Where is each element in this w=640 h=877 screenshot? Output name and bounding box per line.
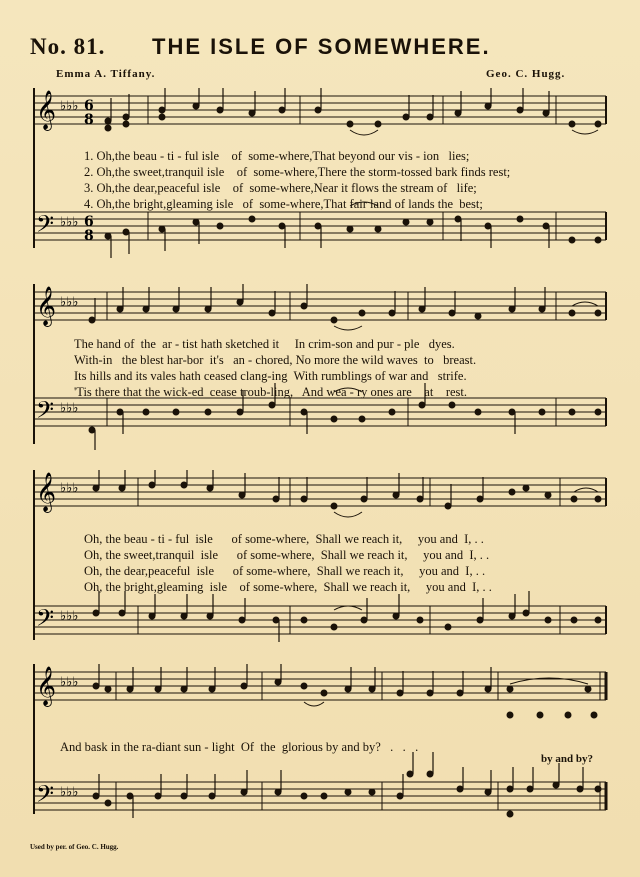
verse-1-line-1: 1. Oh,the beau - ti - ful isle of some-where,That beyond our vis - ion lies; [84,149,470,163]
chorus-verse-2: Oh, the sweet,tranquil isle of some-where, Shall we reach it, you and I, . . [84,548,490,562]
verse-3-line-1: 3. Oh,the dear,peaceful isle of some-where,Near it flows the stream of life; [84,181,477,195]
verse-4-line-1: 4. Oh,the bright,gleaming isle of some-where,That fair land of lands the best; [84,197,483,211]
final-line: And bask in the ra-diant sun - light Of the glorious by and by? . . . [60,740,419,754]
svg-text:𝄢: 𝄢 [36,396,55,429]
svg-text:8: 8 [84,228,94,244]
svg-text:𝄞: 𝄞 [36,666,57,706]
permission-note: Used by per. of Geo. C. Hugg. [30,843,119,851]
hymn-number: No. 81. [30,34,106,59]
svg-text:𝄞: 𝄞 [36,472,57,512]
svg-text:𝄞: 𝄞 [36,286,57,326]
svg-text:♭♭♭: ♭♭♭ [60,99,79,114]
svg-text:♭♭♭: ♭♭♭ [60,295,79,310]
svg-text:𝄞: 𝄞 [36,90,57,130]
composer-credit: Geo. C. Hugg. [486,68,566,80]
verse-4-line-2: 'Tis there that the wick-ed cease troub-ling, And wea - ry ones are at rest. [74,385,467,399]
verse-1-line-2: The hand of the ar - tist hath sketched it In crim-son and pur - ple dyes. [74,337,455,351]
svg-text:♭♭♭: ♭♭♭ [60,609,79,624]
verse-2-line-2: With-in the blest har-bor it's an - chored, No more the wild waves to breast. [74,353,477,367]
svg-text:♭♭♭: ♭♭♭ [60,215,79,230]
svg-text:𝄢: 𝄢 [36,604,55,637]
svg-text:6: 6 [84,214,94,230]
svg-text:𝄢: 𝄢 [36,210,55,243]
verse-3-line-2: Its hills and its vales hath ceased clang-ing With rumblings of war and strife. [74,369,467,383]
svg-text:♭♭♭: ♭♭♭ [60,401,79,416]
chorus-verse-4: Oh, the bright,gleaming isle of some-where, Shall we reach it, you and I, . . [84,580,492,594]
svg-text:6: 6 [84,98,94,114]
hymn-title: THE ISLE OF SOMEWHERE. [152,34,491,59]
svg-text:♭♭♭: ♭♭♭ [60,481,79,496]
chorus-verse-3: Oh, the dear,peaceful isle of some-where, Shall we reach it, you and I, . . [84,564,486,578]
svg-text:8: 8 [84,112,94,128]
svg-text:𝄢: 𝄢 [36,780,55,813]
svg-text:♭♭♭: ♭♭♭ [60,675,79,690]
lyricist-credit: Emma A. Tiffany. [56,68,156,80]
chorus-verse-1: Oh, the beau - ti - ful isle of some-where, Shall we reach it, you and I, . . [84,532,484,546]
svg-text:♭♭♭: ♭♭♭ [60,785,79,800]
coda-echo: by and by? [541,753,593,765]
verse-2-line-1: 2. Oh,the sweet,tranquil isle of some-where,There the storm-tossed bark finds rest; [84,165,511,179]
